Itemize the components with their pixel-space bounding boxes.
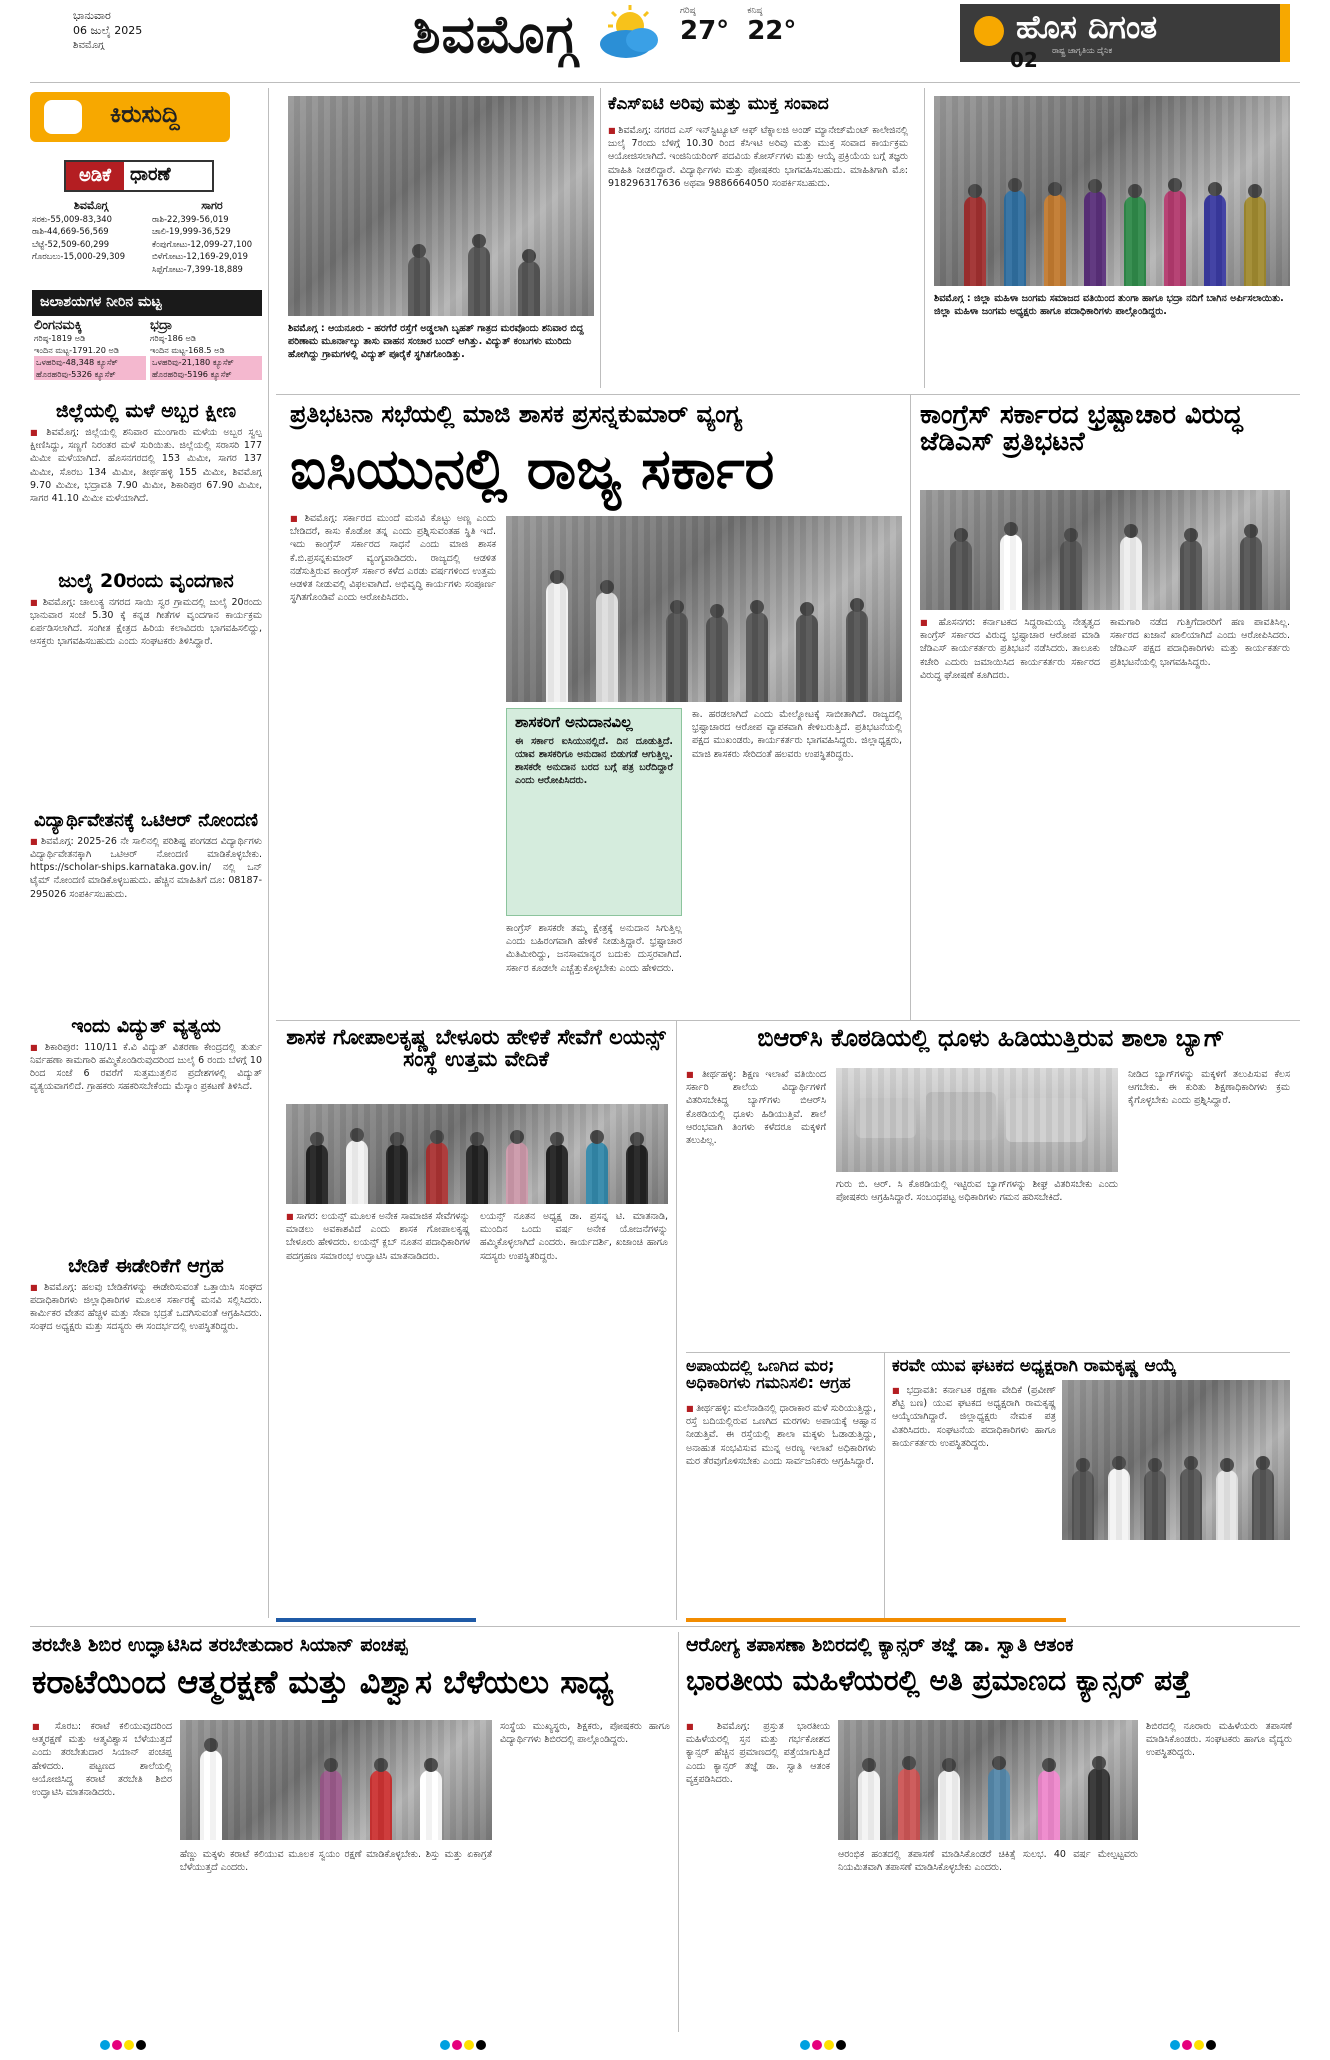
min-temp: 22°	[747, 16, 797, 46]
brand-tagline: ರಾಷ್ಟ್ರ ಜಾಗೃತಿಯ ದೈನಿಕ	[1052, 46, 1113, 55]
brand-name: ಹೊಸ ದಿಗಂತ	[1016, 8, 1158, 46]
lead-headline: ಐಸಿಯುನಲ್ಲಿ ರಾಜ್ಯ ಸರ್ಕಾರ	[290, 436, 775, 502]
market-right-title: ಸಾಗರ	[201, 199, 223, 212]
brief-body: ■ ಶಿಕಾರಿಪುರ: 110/11 ಕೆ.ವಿ ವಿದ್ಯುತ್ ವಿತರಣಾ ಕೇಂದ್ರದಲ್ಲಿ ತುರ್ತು ನಿರ್ವಹಣಾ ಕಾಮಗಾರಿ ಹಮ್ಮಿಕೊಂಡಿರುವುದರಿಂದ ಜುಲೈ 6 ರಂದು ಬೆಳಗ್ಗೆ 10 ರಿಂದ ಸಂಜೆ 6 ರವರೆಗೆ ಸುತ್ತಮುತ್ತಲಿನ ಪ್ರದೇಶಗಳಲ್ಲಿ ವಿದ್ಯುತ್ ವ್ಯತ್ಯಯವಾಗಲಿದೆ. ಗ್ರಾಹಕರು ಸಹಕರಿಸಬೇಕೆಂದು ಮೆಸ್ಕಾಂ ಪ್ರಕಟಣೆ ತಿಳಿಸಿದೆ.	[30, 1041, 262, 1251]
max-temp: 27°	[680, 16, 730, 46]
brief-headline: ಬೇಡಿಕೆ ಈಡೇರಿಕೆಗೆ ಆಗ್ರಹ	[68, 1254, 224, 1277]
lions-body-b: ಲಯನ್ಸ್ ನೂತನ ಅಧ್ಯಕ್ಷ ಡಾ. ಪ್ರಸನ್ನ ಟಿ. ಮಾತನಾಡಿ, ಮುಂದಿನ ಒಂದು ವರ್ಷ ಅನೇಕ ಯೋಜನೆಗಳನ್ನು ಹಮ್ಮಿಕೊಳ್ಳಲಾಗಿದೆ ಎಂದರು. ಕಾರ್ಯದರ್ಶಿ, ಖಜಾಂಚಿ ಹಾಗೂ ಸದಸ್ಯರು ಉಪಸ್ಥಿತರಿದ್ದರು.	[480, 1211, 668, 1262]
adike-label-b: ಧಾರಣೆ	[130, 164, 171, 185]
market-rate-row: ಕೆಂಪುಗೋಟು-12,099-27,100	[152, 238, 253, 249]
highlight-body: ಈ ಸರ್ಕಾರ ಐಸಿಯುನಲ್ಲಿದೆ. ದಿನ ದೂಡುತ್ತಿದೆ. ಯಾವ ಶಾಸಕರಿಗೂ ಅನುದಾನ ಬಿಡುಗಡೆ ಆಗುತ್ತಿಲ್ಲ. ಶಾಸಕರೇ ಅನುದಾನ ಬರದ ಬಗ್ಗೆ ಪತ್ರ ಬರೆದಿದ್ದಾರೆ ಎಂದು ಆರೋಪಿಸಿದರು.	[515, 735, 673, 787]
dam-bhadra	[150, 320, 262, 380]
brief-headline: ವಿದ್ಯಾರ್ಥಿವೇತನಕ್ಕೆ ಒಟಿಆರ್ ನೋಂದಣಿ	[34, 809, 258, 831]
page-number: 02	[1010, 48, 1038, 72]
place-label: ಶಿವಮೊಗ್ಗ	[73, 40, 105, 51]
dam-line: ಒಳಹರಿವು-21,180 ಕ್ಯೂಸೆಕ್	[150, 356, 262, 368]
lead-body-mid: ಕಾಂಗ್ರೆಸ್ ಶಾಸಕರೇ ತಮ್ಮ ಕ್ಷೇತ್ರಕ್ಕೆ ಅನುದಾನ ಸಿಗುತ್ತಿಲ್ಲ ಎಂದು ಬಹಿರಂಗವಾಗಿ ಹೇಳಿಕೆ ನೀಡುತ್ತಿದ್ದಾರೆ. ಭ್ರಷ್ಟಾಚಾರ ಮಿತಿಮೀರಿದ್ದು, ಜನಸಾಮಾನ್ಯರ ಬದುಕು ದುಸ್ತರವಾಗಿದೆ. ಸರ್ಕಾರ ಕೂಡಲೇ ಎಚ್ಚೆತ್ತುಕೊಳ್ಳಬೇಕು ಎಂದು ಹೇಳಿದರು.	[506, 923, 682, 974]
lead-kicker: ಪ್ರತಿಭಟನಾ ಸಭೆಯಲ್ಲಿ ಮಾಜಿ ಶಾಸಕ ಪ್ರಸನ್ನಕುಮಾರ್ ವ್ಯಂಗ್ಯ	[290, 400, 743, 428]
photo-caption: ಶಿವಮೊಗ್ಗ : ಜಿಲ್ಲಾ ಮಹಿಳಾ ಜಂಗಮ ಸಮಾಜದ ವತಿಯಿಂದ ತುಂಗಾ ಹಾಗೂ ಭದ್ರಾ ನದಿಗೆ ಬಾಗಿನ ಅರ್ಪಿಸಲಾಯಿತು. ಜಿಲ್ಲಾ ಮಹಿಳಾ ಜಂಗಮ ಅಧ್ಯಕ್ಷರು ಹಾಗೂ ಪದಾಧಿಕಾರಿಗಳು ಪಾಲ್ಗೊಂಡಿದ್ದರು.	[934, 293, 1284, 317]
protest-meeting-photo	[506, 516, 902, 702]
ksit-headline: ಕೆಎಸ್‌ಐಟಿ ಅರಿವು ಮತ್ತು ಮುಕ್ತ ಸಂವಾದ	[608, 94, 829, 114]
market-rate-row: ಸರಕು-55,009-83,340	[32, 213, 112, 224]
masthead-title: ಶಿವಮೊಗ್ಗ	[412, 4, 578, 65]
cancer-body-b: ಆರಂಭಿಕ ಹಂತದಲ್ಲಿ ತಪಾಸಣೆ ಮಾಡಿಸಿಕೊಂಡರೆ ಚಿಕಿತ್ಸೆ ಸುಲಭ. 40 ವರ್ಷ ಮೇಲ್ಪಟ್ಟವರು ನಿಯಮಿತವಾಗಿ ತಪಾಸಣೆ ಮಾಡಿಸಿಕೊಳ್ಳಬೇಕು ಎಂದರು.	[838, 1849, 1138, 1874]
kiru-suddi-label: ಕಿರುಸುದ್ದಿ	[110, 100, 180, 128]
lead-body-right: ಕಾ. ಹರಡಲಾಗಿದೆ ಎಂದು ಮೇಲ್ನೋಟಕ್ಕೆ ಸಾಬೀತಾಗಿದೆ. ರಾಜ್ಯದಲ್ಲಿ ಭ್ರಷ್ಟಾಚಾರದ ಆರೋಪ ವ್ಯಾಪಕವಾಗಿ ಕೇಳಿಬರುತ್ತಿದೆ. ಪ್ರತಿಭಟನೆಯಲ್ಲಿ ಪಕ್ಷದ ಮುಖಂಡರು, ಕಾರ್ಯಕರ್ತರು ಭಾಗವಹಿಸಿದ್ದರು. ಜಿಲ್ಲಾಧ್ಯಕ್ಷರು, ಮಾಜಿ ಶಾಸಕರು ಸೇರಿದಂತೆ ಹಲವರು ಉಪಸ್ಥಿತರಿದ್ದರು.	[692, 709, 902, 760]
ksit-body: ■ ಶಿವಮೊಗ್ಗ: ನಗರದ ಎಸ್ ಇನ್‌ಸ್ಟಿಟ್ಯೂಟ್ ಆಫ್ ಟೆಕ್ನಾಲಜಿ ಅಂಡ್ ಮ್ಯಾನೇಜ್‌ಮೆಂಟ್ ಕಾಲೇಜಿನಲ್ಲಿ ಜುಲೈ 7ರಂದು ಬೆಳಿಗ್ಗೆ 10.30 ರಿಂದ ಕೆಸಿಇಟಿ ಅರಿವು ಮತ್ತು ಮುಕ್ತ ಸಂವಾದ ಕಾರ್ಯಕ್ರಮ ಆಯೋಜಿಸಲಾಗಿದೆ. ಇಂಜಿನಿಯರಿಂಗ್ ಪದವಿಯ ಕೋರ್ಸ್‌ಗಳು ಮತ್ತು ಆಯ್ಕೆ ಪ್ರಕ್ರಿಯೆಯ ಬಗ್ಗೆ ತಜ್ಞರು ಮಾಹಿತಿ ನೀಡಲಿದ್ದಾರೆ. ವಿದ್ಯಾರ್ಥಿಗಳು ಮತ್ತು ಪೋಷಕರು ಭಾಗವಹಿಸಬಹುದು. ಮಾಹಿತಿಗಾಗಿ ಮೊ: 918296317636 ಅಥವಾ 9886664050 ಸಂಪರ್ಕಿಸಬಹುದು.	[608, 124, 908, 386]
dam-line: ಹೊರಹರಿವು-5196 ಕ್ಯೂಸೆಕ್	[150, 368, 262, 380]
bag-body-b: ಗುರು ಬಿ. ಆರ್. ಸಿ ಕೊಠಡಿಯಲ್ಲಿ ಇಟ್ಟಿರುವ ಬ್ಯಾಗ್‌ಗಳನ್ನು ಶೀಘ್ರ ವಿತರಿಸಬೇಕು ಎಂದು ಪೋಷಕರು ಆಗ್ರಹಿಸಿದ್ದಾರೆ. ಸಂಬಂಧಪಟ್ಟ ಅಧಿಕಾರಿಗಳು ಗಮನ ಹರಿಸಬೇಕಿದೆ.	[836, 1179, 1118, 1204]
dam-line: ಹೊರಹರಿವು-5326 ಕ್ಯೂಸೆಕ್	[34, 368, 146, 380]
karate-body-a: ■ ಸೊರಬ: ಕರಾಟೆ ಕಲಿಯುವುದರಿಂದ ಆತ್ಮರಕ್ಷಣೆ ಮತ್ತು ಆತ್ಮವಿಶ್ವಾಸ ಬೆಳೆಯುತ್ತದೆ ಎಂದು ತರಬೇತುದಾರ ಸಿಯಾನ್ ಪಂಚಪ್ಪ ಹೇಳಿದರು. ಪಟ್ಟಣದ ಶಾಲೆಯಲ್ಲಿ ಆಯೋಜಿಸಿದ್ದ ಕರಾಟೆ ತರಬೇತಿ ಶಿಬಿರ ಉದ್ಘಾಟಿಸಿ ಮಾತನಾಡಿದರು.	[32, 1720, 172, 2030]
dam-title: ಲಿಂಗನಮಕ್ಕಿ	[34, 318, 82, 333]
temperature-block	[680, 6, 796, 46]
karave-group-photo	[1062, 1380, 1290, 1540]
market-rate-row: ರಾಶಿ-44,669-56,569	[32, 226, 109, 237]
karate-body-c: ಸಂಸ್ಥೆಯ ಮುಖ್ಯಸ್ಥರು, ಶಿಕ್ಷಕರು, ಪೋಷಕರು ಹಾಗೂ ವಿದ್ಯಾರ್ಥಿಗಳು ಶಿಬಿರದಲ್ಲಿ ಪಾಲ್ಗೊಂಡಿದ್ದರು.	[500, 1721, 670, 1746]
cancer-camp-photo	[838, 1720, 1138, 1840]
market-rate-row: ರಾಶಿ-22,399-56,019	[152, 213, 229, 224]
day-label: ಭಾನುವಾರ	[73, 9, 111, 22]
tree-headline: ಅಪಾಯದಲ್ಲಿ ಒಣಗಿದ ಮರ; ಅಧಿಕಾರಿಗಳು ಗಮನಿಸಲಿ: ಆಗ್ರಹ	[686, 1356, 851, 1392]
brief-body: ■ ಶಿವಮೊಗ್ಗ: ಚಾಲುಕ್ಯ ನಗರದ ಸಾಯಿ ಸ್ವರ ಗ್ರಾಮದಲ್ಲಿ ಜುಲೈ 20ರಂದು ಭಾನುವಾರ ಸಂಜೆ 5.30 ಕ್ಕೆ ಕನ್ನಡ ಗೀತೆಗಳ ವೃಂದಗಾನ ಕಾರ್ಯಕ್ರಮ ಏರ್ಪಡಿಸಲಾಗಿದೆ. ಸಂಗೀತ ಕ್ಷೇತ್ರದ ಹಿರಿಯ ಕಲಾವಿದರು ಭಾಗವಹಿಸಲಿದ್ದು, ಆಸಕ್ತರು ಭಾಗವಹಿಸಬಹುದು ಎಂದು ಸಂಘಟಕರು ತಿಳಿಸಿದ್ದಾರೆ.	[30, 596, 262, 806]
jds-body-b: ಕಾಮಗಾರಿ ನಡೆದ ಗುತ್ತಿಗೆದಾರರಿಗೆ ಹಣ ಪಾವತಿಸಿಲ್ಲ. ಸರ್ಕಾರದ ಖಜಾನೆ ಖಾಲಿಯಾಗಿದೆ ಎಂದು ಆರೋಪಿಸಿದರು. ಜೆಡಿಎಸ್ ಪಕ್ಷದ ಪದಾಧಿಕಾರಿಗಳು ಮತ್ತು ಕಾರ್ಯಕರ್ತರು ಪ್ರತಿಭಟನೆಯಲ್ಲಿ ಭಾಗವಹಿಸಿದ್ದರು.	[1110, 617, 1290, 668]
highlight-headline: ಶಾಸಕರಿಗೆ ಅನುದಾನವಿಲ್ಲ	[515, 713, 633, 731]
cancer-headline: ಭಾರತೀಯ ಮಹಿಳೆಯರಲ್ಲಿ ಅತಿ ಪ್ರಮಾಣದ ಕ್ಯಾನ್ಸರ್ ಪತ್ತೆ	[686, 1664, 1191, 1697]
market-rate-row: ಸಿಪ್ಪೆಗೋಟು-7,399-18,889	[152, 263, 243, 274]
market-rates-shivamogga	[32, 200, 150, 263]
jds-protest-photo	[920, 490, 1290, 610]
adike-rate-label	[64, 160, 214, 192]
market-rates-sagar	[152, 200, 272, 276]
market-left-title: ಶಿವಮೊಗ್ಗ	[73, 199, 109, 212]
dam-line: ಇಂದಿನ ಮಟ್ಟ-1791.20 ಅಡಿ	[34, 345, 120, 355]
water-level-bar: ಜಲಾಶಯಗಳ ನೀರಿನ ಮಟ್ಟ	[32, 290, 262, 316]
brief-body: ■ ಶಿವಮೊಗ್ಗ: ಜಿಲ್ಲೆಯಲ್ಲಿ ಶನಿವಾರ ಮುಂಗಾರು ಮಳೆಯ ಅಬ್ಬರ ಸ್ವಲ್ಪ ಕ್ಷೀಣಿಸಿದ್ದು, ಸಣ್ಣಗೆ ನಿರಂತರ ಮಳೆ ಸುರಿಯಿತು. ಜಿಲ್ಲೆಯಲ್ಲಿ ಸರಾಸರಿ 177 ಮಿಮೀ ಮಳೆಯಾಗಿದೆ. ಹೊಸನಗರದಲ್ಲಿ 153 ಮಿಮೀ, ಸಾಗರ 137 ಮಿಮೀ, ಸೊರಬ 134 ಮಿಮೀ, ತೀರ್ಥಹಳ್ಳಿ 155 ಮಿಮೀ, ಶಿವಮೊಗ್ಗ 9.70 ಮಿಮೀ, ಭದ್ರಾವತಿ 7.90 ಮಿಮೀ, ಶಿಕಾರಿಪುರ 67.90 ಮಿಮೀ, ಸಾಗರ 41.10 ಮಿಮೀ ಮಳೆಯಾಗಿದೆ.	[30, 426, 262, 566]
market-rate-row: ಚಾಲಿ-19,999-36,529	[152, 226, 231, 237]
karate-headline: ಕರಾಟೆಯಿಂದ ಆತ್ಮರಕ್ಷಣೆ ಮತ್ತು ವಿಶ್ವಾಸ ಬೆಳೆಯಲು ಸಾಧ್ಯ	[32, 1663, 614, 1701]
bag-headline: ಬಿಆರ್‌ಸಿ ಕೊಠಡಿಯಲ್ಲಿ ಧೂಳು ಹಿಡಿಯುತ್ತಿರುವ ಶಾಲಾ ಬ್ಯಾಗ್	[757, 1024, 1225, 1052]
lead-highlight-box	[506, 708, 682, 916]
dam-line: ಗರಿಷ್ಠ-186 ಅಡಿ	[150, 333, 197, 343]
adike-label-a: ಅಡಿಕೆ	[66, 162, 124, 190]
fallen-tree-photo	[288, 96, 594, 316]
karave-body: ■ ಭದ್ರಾವತಿ: ಕರ್ನಾಟಕ ರಕ್ಷಣಾ ವೇದಿಕೆ (ಪ್ರವೀಣ್ ಶೆಟ್ಟಿ ಬಣ) ಯುವ ಘಟಕದ ಅಧ್ಯಕ್ಷರಾಗಿ ರಾಮಕೃಷ್ಣ ಆಯ್ಕೆಯಾಗಿದ್ದಾರೆ. ಜಿಲ್ಲಾಧ್ಯಕ್ಷರು ನೇಮಕ ಪತ್ರ ವಿತರಿಸಿದರು. ಸಂಘಟನೆಯ ಪದಾಧಿಕಾರಿಗಳು ಹಾಗೂ ಕಾರ್ಯಕರ್ತರು ಉಪಸ್ಥಿತರಿದ್ದರು.	[892, 1384, 1056, 1610]
market-rate-row: ಬೆಟ್ಟೆ-52,509-60,299	[32, 238, 110, 249]
weather-icon	[590, 4, 670, 64]
bag-body-c: ನೀಡಿದ ಬ್ಯಾಗ್‌ಗಳನ್ನು ಮಕ್ಕಳಿಗೆ ತಲುಪಿಸುವ ಕೆಲಸ ಆಗಬೇಕು. ಈ ಕುರಿತು ಶಿಕ್ಷಣಾಧಿಕಾರಿಗಳು ಕ್ರಮ ಕೈಗೊಳ್ಳಬೇಕು ಎಂದು ಪ್ರಶ್ನಿಸಿದ್ದಾರೆ.	[1128, 1069, 1290, 1107]
left-column	[30, 402, 262, 1511]
tree-body: ■ ತೀರ್ಥಹಳ್ಳಿ: ಮಲೆನಾಡಿನಲ್ಲಿ ಧಾರಾಕಾರ ಮಳೆ ಸುರಿಯುತ್ತಿದ್ದು, ರಸ್ತೆ ಬದಿಯಲ್ಲಿರುವ ಒಣಗಿದ ಮರಗಳು ಅಪಾಯಕ್ಕೆ ಆಹ್ವಾನ ನೀಡುತ್ತಿವೆ. ಈ ರಸ್ತೆಯಲ್ಲಿ ಶಾಲಾ ಮಕ್ಕಳು ಓಡಾಡುತ್ತಿದ್ದು, ಅನಾಹುತ ಸಂಭವಿಸುವ ಮುನ್ನ ಅರಣ್ಯ ಇಲಾಖೆ ಅಧಿಕಾರಿಗಳು ಮರ ತೆರವುಗೊಳಿಸಬೇಕು ಎಂದು ಸಾರ್ವಜನಿಕರು ಆಗ್ರಹಿಸಿದ್ದಾರೆ.	[686, 1402, 876, 1612]
lions-headline: ಶಾಸಕ ಗೋಪಾಲಕೃಷ್ಣ ಬೇಳೂರು ಹೇಳಿಕೆ ಸೇವೆಗೆ ಲಯನ್ಸ್ ಸಂಸ್ಥೆ ಉತ್ತಮ ವೇದಿಕೆ	[286, 1025, 666, 1072]
color-registration-marks	[800, 2040, 846, 2054]
dam-title: ಭದ್ರಾ	[150, 318, 173, 333]
jds-body-a: ■ ಹೊಸನಗರ: ಕರ್ನಾಟಕದ ಸಿದ್ದರಾಮಯ್ಯ ನೇತೃತ್ವದ ಕಾಂಗ್ರೆಸ್ ಸರ್ಕಾರದ ವಿರುದ್ಧ ಭ್ರಷ್ಟಾಚಾರ ಆರೋಪ ಮಾಡಿ ಜೆಡಿಎಸ್ ಕಾರ್ಯಕರ್ತರು ಪ್ರತಿಭಟನೆ ನಡೆಸಿದರು. ತಾಲೂಕು ಕಚೇರಿ ಎದುರು ಜಮಾಯಿಸಿದ ಕಾರ್ಯಕರ್ತರು ಸರ್ಕಾರದ ವಿರುದ್ಧ ಘೋಷಣೆ ಕೂಗಿದರು.	[920, 616, 1100, 1014]
karave-headline: ಕರವೇ ಯುವ ಘಟಕದ ಅಧ್ಯಕ್ಷರಾಗಿ ರಾಮಕೃಷ್ಣ ಆಯ್ಕೆ	[892, 1356, 1177, 1376]
dam-line: ಒಳಹರಿವು-48,348 ಕ್ಯೂಸೆಕ್	[34, 356, 146, 368]
brief-body: ■ ಶಿವಮೊಗ್ಗ: ಹಲವು ಬೇಡಿಕೆಗಳನ್ನು ಈಡೇರಿಸುವಂತೆ ಒತ್ತಾಯಿಸಿ ಸಂಘದ ಪದಾಧಿಕಾರಿಗಳು ಜಿಲ್ಲಾಧಿಕಾರಿಗಳ ಮೂಲಕ ಸರ್ಕಾರಕ್ಕೆ ಮನವಿ ಸಲ್ಲಿಸಿದರು. ಕಾರ್ಮಿಕರ ವೇತನ ಹೆಚ್ಚಳ ಮತ್ತು ಸೇವಾ ಭದ್ರತೆ ಒದಗಿಸುವಂತೆ ಆಗ್ರಹಿಸಿದರು. ಸಂಘದ ಅಧ್ಯಕ್ಷರು ಮತ್ತು ಸದಸ್ಯರು ಈ ಸಂದರ್ಭದಲ್ಲಿ ಉಪಸ್ಥಿತರಿದ್ದರು.	[30, 1281, 262, 1511]
cancer-body-a: ■ ಶಿವಮೊಗ್ಗ: ಪ್ರಸ್ತುತ ಭಾರತೀಯ ಮಹಿಳೆಯರಲ್ಲಿ ಸ್ತನ ಮತ್ತು ಗರ್ಭಕೋಶದ ಕ್ಯಾನ್ಸರ್ ಹೆಚ್ಚಿನ ಪ್ರಮಾಣದಲ್ಲಿ ಪತ್ತೆಯಾಗುತ್ತಿದೆ ಎಂದು ಕ್ಯಾನ್ಸರ್ ತಜ್ಞೆ ಡಾ. ಸ್ವಾತಿ ಆತಂಕ ವ್ಯಕ್ತಪಡಿಸಿದರು.	[686, 1720, 830, 2030]
karate-body-b: ಹೆಣ್ಣು ಮಕ್ಕಳು ಕರಾಟೆ ಕಲಿಯುವ ಮೂಲಕ ಸ್ವಯಂ ರಕ್ಷಣೆ ಮಾಡಿಕೊಳ್ಳಬೇಕು. ಶಿಸ್ತು ಮತ್ತು ಏಕಾಗ್ರತೆ ಬೆಳೆಯುತ್ತದೆ ಎಂದರು.	[180, 1849, 492, 1874]
cancer-body-c: ಶಿಬಿರದಲ್ಲಿ ನೂರಾರು ಮಹಿಳೆಯರು ತಪಾಸಣೆ ಮಾಡಿಸಿಕೊಂಡರು. ಸಂಘಟಕರು ಹಾಗೂ ವೈದ್ಯರು ಉಪಸ್ಥಿತರಿದ್ದರು.	[1146, 1721, 1292, 1759]
jds-headline: ಕಾಂಗ್ರೆಸ್ ಸರ್ಕಾರದ ಭ್ರಷ್ಟಾಚಾರ ವಿರುದ್ಧ ಜೆಡಿಎಸ್ ಪ್ರತಿಭಟನೆ	[920, 400, 1243, 458]
brief-headline: ಇಂದು ವಿದ್ಯುತ್ ವ್ಯತ್ಯಯ	[71, 1014, 221, 1037]
women-group-photo	[934, 96, 1290, 286]
lions-body-a: ■ ಸಾಗರ: ಲಯನ್ಸ್ ಮೂಲಕ ಅನೇಕ ಸಾಮಾಜಿಕ ಸೇವೆಗಳನ್ನು ಮಾಡಲು ಅವಕಾಶವಿದೆ ಎಂದು ಶಾಸಕ ಗೋಪಾಲಕೃಷ್ಣ ಬೇಳೂರು ಹೇಳಿದರು. ಲಯನ್ಸ್ ಕ್ಲಬ್ ನೂತನ ಪದಾಧಿಕಾರಿಗಳ ಪದಗ್ರಹಣ ಸಮಾರಂಭ ಉದ್ಘಾಟಿಸಿ ಮಾತನಾಡಿದರು.	[286, 1210, 470, 1610]
market-rate-row: ಬಿಳೆಗೋಟು-12,169-29,019	[152, 251, 248, 262]
color-registration-marks	[100, 2040, 146, 2054]
lead-body-left: ■ ಶಿವಮೊಗ್ಗ: ಸರ್ಕಾರದ ಮುಂದೆ ಮನವಿ ಕೊಟ್ಟು ಅಣ್ಣ ಎಂದು ಬೇಡಿದರೆ, ಕಾಸು ಕೊಡೋ ತನ್ನ ಎಂದು ಪ್ರಶ್ನಿಸುವಂತಹ ಸ್ಥಿತಿ ಇದೆ. ಇದು ಕಾಂಗ್ರೆಸ್ ಸರ್ಕಾರದ ಸಾಧನೆ ಎಂದು ಮಾಜಿ ಶಾಸಕ ಕೆ.ಬಿ.ಪ್ರಸನ್ನಕುಮಾರ್ ವ್ಯಂಗ್ಯವಾಡಿದರು. ರಾಜ್ಯದಲ್ಲಿ ಆಡಳಿತ ನಡೆಸುತ್ತಿರುವ ಕಾಂಗ್ರೆಸ್ ಸರ್ಕಾರ ಕಳೆದ ಎರಡು ವರ್ಷಗಳಿಂದ ಉತ್ತಮ ಆಡಳಿತ ನೀಡುವಲ್ಲಿ ವಿಫಲವಾಗಿದೆ. ಅಭಿವೃದ್ಧಿ ಕಾರ್ಯಗಳು ಸಂಪೂರ್ಣ ಸ್ಥಗಿತಗೊಂಡಿವೆ ಎಂದು ಆರೋಪಿಸಿದರು.	[290, 512, 496, 1012]
brief-body: ■ ಶಿವಮೊಗ್ಗ: 2025-26 ನೇ ಸಾಲಿನಲ್ಲಿ ಪರಿಶಿಷ್ಟ ಪಂಗಡದ ವಿದ್ಯಾರ್ಥಿಗಳು ವಿದ್ಯಾರ್ಥಿವೇತನಕ್ಕಾಗಿ ಒಟಿಆರ್ ನೋಂದಣಿ ಮಾಡಿಕೊಳ್ಳಬೇಕು. https://scholar-ships.karnataka.gov.in/ ನಲ್ಲಿ ಒನ್ ಟೈಮ್ ನೋಂದಣಿ ಮಾಡಿಕೊಳ್ಳಬಹುದು. ಹೆಚ್ಚಿನ ಮಾಹಿತಿಗೆ ದೂ: 08187-295026 ಸಂಪರ್ಕಿಸಬಹುದು.	[30, 835, 262, 1011]
karate-kicker: ತರಬೇತಿ ಶಿಬಿರ ಉದ್ಘಾಟಿಸಿದ ತರಬೇತುದಾರ ಸಿಯಾನ್ ಪಂಚಪ್ಪ	[32, 1634, 408, 1656]
bag-body-a: ■ ತೀರ್ಥಹಳ್ಳಿ: ಶಿಕ್ಷಣ ಇಲಾಖೆ ವತಿಯಿಂದ ಸರ್ಕಾರಿ ಶಾಲೆಯ ವಿದ್ಯಾರ್ಥಿಗಳಿಗೆ ವಿತರಿಸಬೇಕಿದ್ದ ಬ್ಯಾಗ್‌ಗಳು ಬಿಆರ್‌ಸಿ ಕೊಠಡಿಯಲ್ಲಿ ಧೂಳು ಹಿಡಿಯುತ್ತಿವೆ. ಶಾಲೆ ಆರಂಭವಾಗಿ ತಿಂಗಳು ಕಳೆದರೂ ಮಕ್ಕಳಿಗೆ ತಲುಪಿಲ್ಲ.	[686, 1068, 826, 1348]
market-rate-row: ಗೊರಬಲು-15,000-29,309	[32, 251, 126, 262]
photo-caption: ಶಿವಮೊಗ್ಗ : ಆಯನೂರು - ಹರಗೆರೆ ರಸ್ತೆಗೆ ಅಡ್ಡಲಾಗಿ ಬೃಹತ್ ಗಾತ್ರದ ಮರವೊಂದು ಶನಿವಾರ ಬಿದ್ದ ಪರಿಣಾಮ ಮೂರ್ನಾಲ್ಕು ತಾಸು ವಾಹನ ಸಂಚಾರ ಬಂದ್ ಆಗಿತ್ತು. ವಿದ್ಯುತ್ ಕಂಬಗಳು ಮುರಿದು ಹೋಗಿದ್ದು ಗ್ರಾಮಗಳಲ್ಲಿ ವಿದ್ಯುತ್ ಪೂರೈಕೆ ಸ್ಥಗಿತಗೊಂಡಿತ್ತು.	[288, 323, 584, 360]
min-temp-label: ಕನಿಷ್ಠ	[747, 6, 763, 16]
brand-logo-icon	[974, 16, 1004, 46]
cancer-kicker: ಆರೋಗ್ಯ ತಪಾಸಣಾ ಶಿಬಿರದಲ್ಲಿ ಕ್ಯಾನ್ಸರ್ ತಜ್ಞೆ ಡಾ. ಸ್ವಾತಿ ಆತಂಕ	[686, 1634, 1074, 1656]
lions-club-photo	[286, 1104, 668, 1204]
kiru-suddi-banner	[30, 92, 230, 142]
hand-icon	[44, 100, 82, 134]
brief-headline: ಜಿಲ್ಲೆಯಲ್ಲಿ ಮಳೆ ಅಬ್ಬರ ಕ್ಷೀಣ	[55, 400, 237, 422]
brief-headline: ಜುಲೈ 20ರಂದು ವೃಂದಗಾನ	[58, 569, 234, 592]
color-registration-marks	[440, 2040, 486, 2054]
date-label: 06 ಜುಲೈ 2025	[73, 24, 143, 37]
color-registration-marks	[1170, 2040, 1216, 2054]
max-temp-label: ಗರಿಷ್ಠ	[680, 6, 696, 16]
dam-line: ಗರಿಷ್ಠ-1819 ಅಡಿ	[34, 333, 86, 343]
karate-photo	[180, 1720, 492, 1840]
dam-line: ಇಂದಿನ ಮಟ್ಟ-168.5 ಅಡಿ	[150, 345, 225, 355]
date-block	[73, 8, 253, 53]
school-bags-photo	[836, 1068, 1118, 1172]
dam-linganamakki	[34, 320, 146, 380]
